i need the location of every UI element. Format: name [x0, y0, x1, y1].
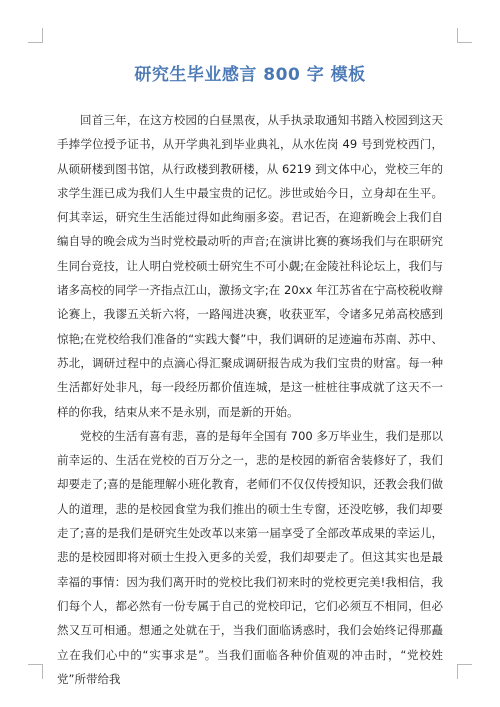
- paragraph-2: 党校的生活有喜有悲，喜的是每年全国有 700 多万毕业生，我们是那以前幸运的、生活在党校的百万分之一，悲的是校园的新宿舍装修好了，我们却要走了;喜的是能理解小班化教育，老师们不仅仅传授知识，还教会我们做人的道理，悲的是校园食堂为我们推出的硕士生专窗，还没吃够，我们却要走了;喜的是我们是研究生处改革以来第一届享受了全部改革成果的幸运儿，悲的是校园即将对硕士生投入更多的关爱，我们却要走了。但这其实也是最幸福的事情：因为我们离开时的党校比我们初来时的党校更完美!我相信，我们每个人，都必然有一份专属于自己的党校印记，它们必须互不相同，但必然又互可相通。想通之处就在于，当我们面临诱惑时，我们会始终记得那矗立在我们心中的“实事求是”。当我们面临各种价值观的冲击时，“党校姓党”所带给我: [57, 428, 443, 686]
- paragraph-1: 回首三年，在这方校园的白昼黑夜，从手执录取通知书踏入校园到这天手捧学位授予证书，从开学典礼到毕业典礼，从水佐岗 49 号到党校西门，从硕研楼到图书馆，从行政楼到教研楼，从 6219 到文体中心，党校三年的求学生涯已成为我们人生中最宝贵的记忆。涉世或始今日，立身却在生平。何其幸运，研究生生活能过得如此绚丽多姿。君记否，在迎新晚会上我们自编自导的晚会成为当时党校最动听的声音;在演讲比赛的赛场我们与在职研究生同台竞技，让人明白党校硕士研究生不可小觑;在金陵社科论坛上，我们与诸多高校的同学一齐指点江山，激扬文字;在 20xx 年江苏省在宁高校税收辩论赛上，我谬五关斩六将，一路闯进决赛，收获亚军，令诸多兄弟高校感到惊艳;在党校给我们准备的“实践大餐”中，我们调研的足迹遍布苏南、苏中、苏北，调研过程中的点滴心得汇聚成调研报告成为我们宝贵的财富。每一种生活都好处非凡，每一段经历都价值连城，是这一桩桩往事成就了这天不一样的你我，结束从来不是永别，而是新的开始。: [57, 113, 443, 419]
- page-corner-mark-top-right: [457, 28, 472, 43]
- page-corner-mark-top-left: [28, 28, 43, 43]
- document-body: [57, 108, 443, 691]
- page-corner-mark-bottom-left: [28, 664, 43, 679]
- page-corner-mark-bottom-right: [457, 664, 472, 679]
- document-title: 研究生毕业感言 800 字 模板: [134, 65, 366, 85]
